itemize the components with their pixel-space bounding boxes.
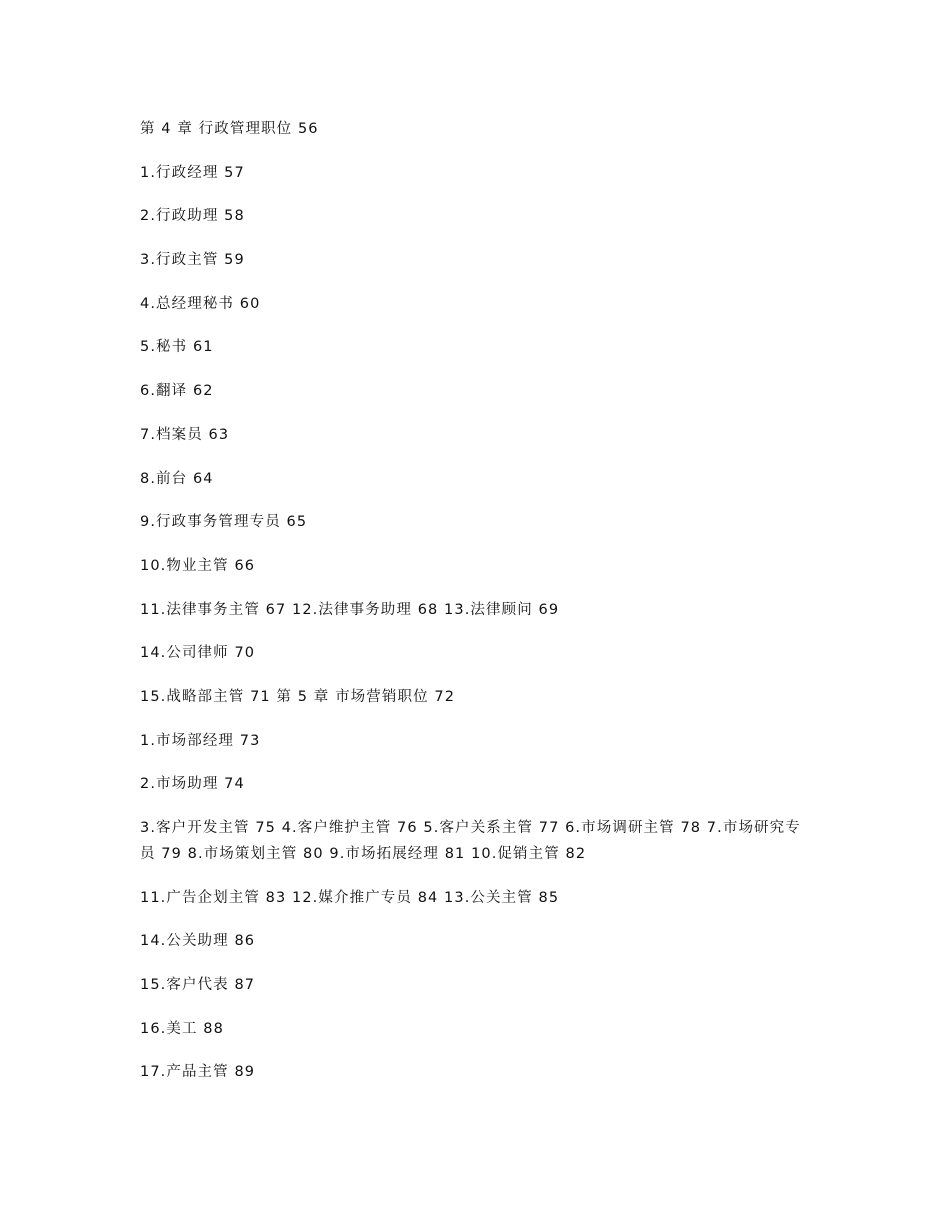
toc-entry: 8.前台 64 bbox=[140, 470, 214, 487]
toc-entry: 1.市场部经理 73 bbox=[140, 732, 261, 749]
toc-entry: 6.翻译 62 bbox=[140, 383, 214, 400]
toc-entry: 11.广告企划主管 83 12.媒介推广专员 84 13.公关主管 85 bbox=[140, 889, 560, 906]
toc-entry: 2.行政助理 58 bbox=[140, 208, 245, 225]
toc-chapter-4: 第 4 章 行政管理职位 56 bbox=[140, 121, 319, 137]
toc-entry-chapter-5: 15.战略部主管 71 第 5 章 市场营销职位 72 bbox=[140, 688, 456, 705]
toc-entry: 17.产品主管 89 bbox=[140, 1064, 256, 1081]
table-of-contents bbox=[140, 116, 810, 1103]
toc-entry: 14.公司律师 70 bbox=[140, 645, 256, 662]
toc-entry: 9.行政事务管理专员 65 bbox=[140, 514, 308, 531]
toc-entry: 3.行政主管 59 bbox=[140, 252, 245, 269]
toc-entry: 11.法律事务主管 67 12.法律事务助理 68 13.法律顾问 69 bbox=[140, 601, 560, 618]
toc-entry: 14.公关助理 86 bbox=[140, 933, 256, 950]
toc-entry: 2.市场助理 74 bbox=[140, 776, 245, 793]
toc-entry: 5.秘书 61 bbox=[140, 339, 214, 356]
toc-entry: 1.行政经理 57 bbox=[140, 164, 245, 181]
toc-entry: 15.客户代表 87 bbox=[140, 977, 256, 994]
toc-entry: 10.物业主管 66 bbox=[140, 557, 256, 574]
toc-entry-multiline: 3.客户开发主管 75 4.客户维护主管 76 5.客户关系主管 77 6.市场调研主管 78 7.市场研究专员 79 8.市场策划主管 80 9.市场拓展经理 81 10.促销主管 82 bbox=[140, 820, 801, 862]
toc-entry: 16.美工 88 bbox=[140, 1020, 224, 1037]
toc-entry: 7.档案员 63 bbox=[140, 426, 230, 443]
toc-entry: 4.总经理秘书 60 bbox=[140, 295, 261, 312]
